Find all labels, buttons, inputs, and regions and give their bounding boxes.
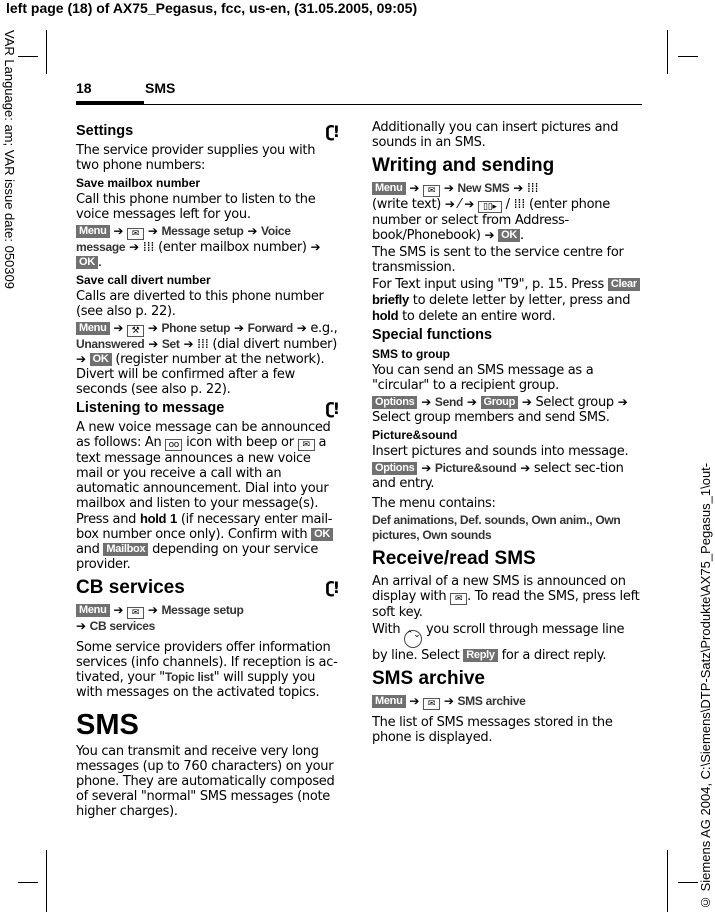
arrow-icon: ➔ <box>183 337 194 351</box>
menu-set: Set <box>161 337 180 351</box>
menu-key: Menu <box>372 695 406 708</box>
dial-divert-text: (dial divert number) <box>212 337 337 352</box>
crop-mark <box>678 56 698 57</box>
arrow-icon: ➔ <box>466 395 477 409</box>
envelope-icon: ✉ <box>423 698 440 710</box>
phonebook-icon: ▯▯▸ <box>478 201 502 213</box>
menu-contains-text: The menu contains: <box>372 496 496 511</box>
reply-key: Reply <box>463 649 497 662</box>
arrow-icon: ➔ <box>147 603 158 617</box>
arrow-icon: ➔ <box>421 461 432 475</box>
sent-text: The SMS is sent to the service centre for transmission. <box>372 245 624 275</box>
listening-text-part: and <box>76 542 100 557</box>
arrow-icon: ➔ <box>443 181 454 195</box>
receive-heading: Receive/read SMS <box>372 548 536 569</box>
side-language-info: VAR Language: am; VAR issue date: 050309 <box>2 30 17 289</box>
envelope-icon: ✉ <box>298 439 315 451</box>
navigation-key-icon: ⌃⌄ <box>404 630 422 648</box>
keypad-icon: ⁞⁞⁞ <box>142 240 155 255</box>
menu-message-setup: Message setup <box>161 224 244 238</box>
writing-heading: Writing and sending <box>372 155 555 176</box>
receive-text-part: An arrival of a new SMS is announced on display with <box>372 574 626 604</box>
settings-heading-text: Settings <box>76 123 134 139</box>
cb-services-heading <box>76 576 338 600</box>
listening-text-part: (if necessary enter mail-box number once only). Confirm with <box>76 512 333 542</box>
t9-text-part: For Text input using "T9", p. 15. Press <box>372 277 604 292</box>
receive-text <box>372 574 640 620</box>
archive-heading: SMS archive <box>372 668 485 689</box>
listening-text-part: A new voice message can be announced as follows: An <box>76 420 331 450</box>
menu-message-setup: Message setup <box>161 603 244 617</box>
listening-text <box>76 420 338 572</box>
envelope-icon: ✉ <box>127 607 144 619</box>
arrow-icon: ➔ <box>409 181 420 195</box>
enter-mailbox-text: (enter mailbox number) <box>158 240 307 255</box>
menu-unanswered: Unanswered <box>76 337 145 351</box>
menu-topic-list: Topic list <box>164 670 214 684</box>
crop-mark <box>18 882 38 883</box>
writing-path: Menu ➔ ✉ ➔ New SMS ➔ ⁞⁞⁞ (write text) ➔ ⁄ ➔ ▯▯▸ / ⁞⁞⁞ (enter phone number or select from Address-book/Phonebook) ➔ OK . <box>372 181 610 243</box>
crop-mark <box>46 850 47 912</box>
picture-sound-text: Insert pictures and sounds into message. <box>372 444 629 459</box>
arrow-icon: ➔ <box>444 197 455 211</box>
arrow-icon: ➔ <box>147 321 158 335</box>
settings-intro: The service provider supplies you with two phone numbers: <box>76 143 316 173</box>
ok-key: OK <box>90 353 112 366</box>
provider-note-icon: ʗ! <box>325 122 338 141</box>
cb-text-part: Some service providers offer information services (info channels). If reception is ac-tivated, your " <box>76 640 338 685</box>
arrow-icon: ➔ <box>617 395 628 409</box>
menu-key: Menu <box>76 225 110 238</box>
listening-text-part: depending on your service provider. <box>76 542 319 572</box>
briefly-text: briefly <box>372 292 409 307</box>
menu-phone-setup: Phone setup <box>161 321 231 335</box>
settings-icon: ⚒ <box>127 325 144 337</box>
voicemail-icon: oo <box>165 439 182 451</box>
save-mailbox-heading: Save mailbox number <box>76 176 201 190</box>
arrow-icon: ➔ <box>148 337 158 351</box>
provider-note-icon: ʗ! <box>325 578 338 597</box>
archive-text: The list of SMS messages stored in the phone is displayed. <box>372 715 613 745</box>
receive-text-part: . To read the SMS, press left soft key. <box>372 589 640 620</box>
options-key: Options <box>372 462 417 475</box>
enter-phone-text: (enter phone number or select from Address-book/Phonebook) <box>372 197 610 243</box>
group-key: Group <box>481 396 519 409</box>
arrow-icon: ➔ <box>521 395 532 409</box>
arrow-icon: ➔ <box>76 352 86 366</box>
keypad-icon: ⁞⁞⁞ <box>526 181 539 196</box>
key-one: 1 <box>170 511 177 526</box>
scroll-text <box>372 622 640 663</box>
select-members-text: Select group members and send SMS. <box>372 410 610 425</box>
header-rule-thin <box>144 104 642 105</box>
arrow-icon: ➔ <box>513 181 523 195</box>
right-column <box>372 120 640 747</box>
ok-key: OK <box>311 528 333 541</box>
cb-services-heading-text: CB services <box>76 577 185 598</box>
archive-path <box>372 694 640 710</box>
crop-mark <box>678 882 698 883</box>
save-call-divert-path <box>76 321 338 397</box>
menu-voice-message: Voice message <box>76 224 291 254</box>
arrow-icon: ➔ <box>484 228 495 242</box>
picture-sound-heading: Picture&sound <box>372 428 458 442</box>
save-call-divert-text: Calls are diverted to this phone number (see also p. 22). <box>76 289 324 319</box>
scroll-text-part: you scroll through message line by line. Select <box>372 622 625 663</box>
arrow-icon: ➔ <box>421 395 432 409</box>
crop-mark <box>18 56 38 57</box>
header-rule-thick <box>76 101 144 105</box>
crop-mark <box>667 30 668 74</box>
arrow-icon: ➔ <box>113 603 124 617</box>
cb-services-text <box>76 640 338 700</box>
keypad-icon: ⁞⁞⁞ <box>513 197 526 212</box>
page-number: 18 <box>76 80 92 96</box>
slash-text: / <box>505 197 510 212</box>
arrow-icon: ➔ <box>443 694 454 708</box>
arrow-icon: ➔ <box>234 321 244 335</box>
cb-services-path <box>76 603 338 634</box>
arrow-icon: ➔ <box>129 240 139 254</box>
insert-intro: Additionally you can insert pictures and sounds in an SMS. <box>372 120 619 150</box>
sms-intro: You can transmit and receive very long messages (up to 760 characters) on your phone. They are automatically composed of several "normal" SMS messages (note higher charges). <box>76 744 335 819</box>
clear-key: Clear <box>608 278 640 291</box>
sms-heading: SMS <box>76 709 139 741</box>
listening-heading <box>76 401 338 416</box>
envelope-icon: ✉ <box>450 593 467 605</box>
t9-text-part: to delete letter by letter, press and <box>412 293 631 308</box>
menu-sms-archive: SMS archive <box>457 694 526 708</box>
menu-items-list: Def animations, Def. sounds, Own anim., Own pictures, Own sounds <box>372 513 621 542</box>
hold-text: hold <box>139 511 167 526</box>
scroll-text-part: for a direct reply. <box>501 648 607 663</box>
scroll-text-part: With <box>372 622 401 637</box>
listening-text-part: Press and <box>76 512 137 527</box>
options-key: Options <box>372 396 417 409</box>
arrow-icon: ➔ <box>520 461 530 475</box>
listening-text-part: icon with beep or <box>186 435 294 450</box>
running-title: SMS <box>145 80 176 96</box>
picture-sound-path <box>372 461 640 491</box>
provider-note-icon: ʗ! <box>325 399 338 418</box>
envelope-icon: ✉ <box>423 185 440 197</box>
menu-key: Menu <box>372 182 406 195</box>
arrow-icon: ➔ <box>310 240 321 254</box>
menu-send: Send <box>434 395 464 409</box>
arrow-icon: ➔ <box>76 619 86 633</box>
menu-cb-services: CB services <box>89 619 156 633</box>
arrow-icon: ➔ <box>409 694 420 708</box>
listening-heading-text: Listening to message <box>76 400 225 416</box>
left-column <box>76 120 338 821</box>
save-mailbox-text: Call this phone number to listen to the voice messages left for you. <box>76 192 316 222</box>
select-group-text: Select group <box>535 395 614 410</box>
t9-text <box>372 277 640 324</box>
side-copyright: © Siemens AG 2004, C:\Siemens\DTP-Satz\Produkte\AX75_Pegasus_1\out- <box>698 462 713 910</box>
envelope-icon: ✉ <box>127 228 144 240</box>
ok-key: OK <box>498 229 520 242</box>
hold-text: hold <box>372 308 399 323</box>
menu-forward: Forward <box>247 321 293 335</box>
cb-text-part: " will supply you with messages on the activated topics. <box>76 670 320 700</box>
menu-new-sms: New SMS <box>457 181 510 195</box>
arrow-icon: ➔ <box>247 224 258 238</box>
eg-text: e.g., <box>310 321 338 336</box>
save-mailbox-path: Menu ➔ ✉ ➔ Message setup ➔ Voice message ➔ ⁞⁞⁞ (enter mailbox number) ➔ OK . <box>76 224 321 270</box>
ok-key: OK <box>76 256 98 269</box>
arrow-icon: ➔ <box>464 197 474 211</box>
select-section-text: select sec-tion and entry. <box>372 461 624 491</box>
document-header: left page (18) of AX75_Pegasus, fcc, us-en, (31.05.2005, 09:05) <box>6 0 418 16</box>
sms-to-group-path <box>372 395 640 425</box>
arrow-icon: ➔ <box>296 321 307 335</box>
register-text: (register number at the network). Divert will be confirmed after a few seconds (see also p. 22). <box>76 352 325 397</box>
special-functions-heading: Special functions <box>372 327 493 343</box>
mailbox-key: Mailbox <box>103 543 148 556</box>
sms-to-group-text: You can send an SMS message as a "circular" to a recipient group. <box>372 363 594 393</box>
write-text: (write text) <box>372 197 442 212</box>
arrow-icon: ➔ <box>147 224 158 238</box>
sms-to-group-heading: SMS to group <box>372 347 450 361</box>
keypad-icon: ⁞⁞⁞ <box>197 337 209 352</box>
settings-heading <box>76 124 338 139</box>
arrow-icon: ➔ <box>113 321 124 335</box>
arrow-icon: ➔ <box>113 224 124 238</box>
menu-picture-sound: Picture&sound <box>434 461 517 475</box>
save-call-divert-heading: Save call divert number <box>76 273 211 287</box>
talk-key-icon: ⁄ <box>458 197 461 212</box>
menu-key: Menu <box>76 322 110 335</box>
crop-mark <box>46 30 47 74</box>
crop-mark <box>667 850 668 912</box>
menu-key: Menu <box>76 604 110 617</box>
listening-text-part: a text message announces a new voice mail or you receive a call with an automatic announcement. Dial into your mailbox and listen to your message(s). <box>76 435 329 511</box>
t9-text-part: to delete an entire word. <box>402 309 556 324</box>
